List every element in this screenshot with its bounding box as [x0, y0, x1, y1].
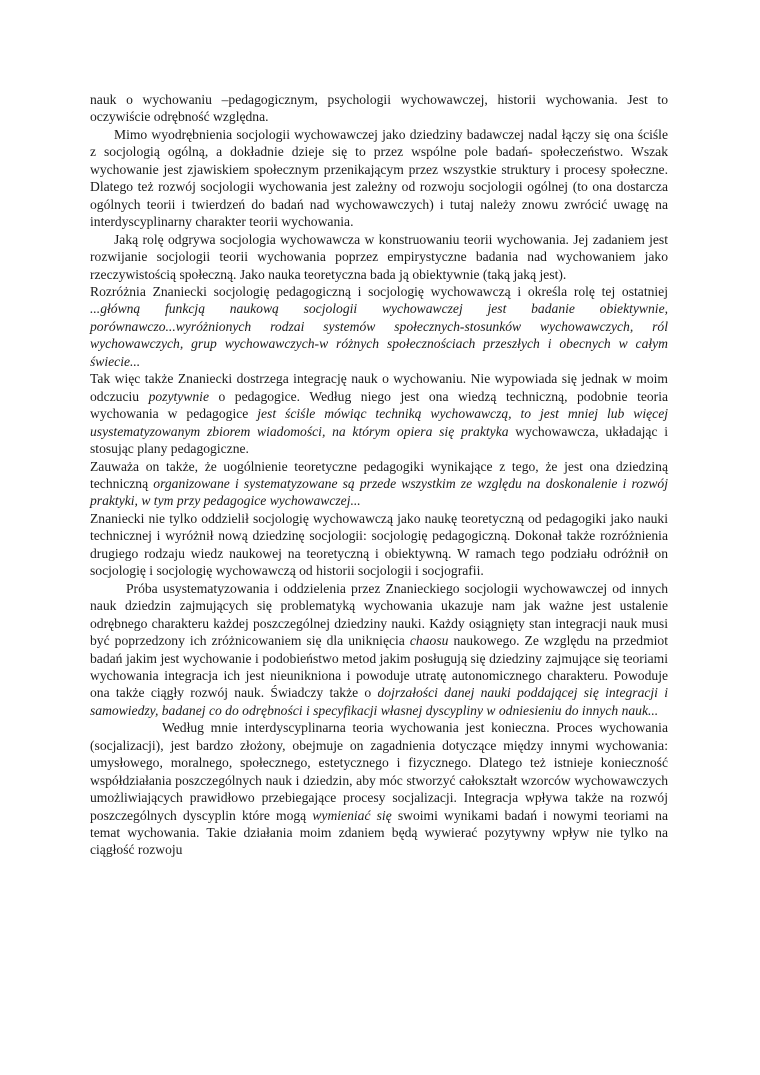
- document-body: [90, 91, 668, 859]
- paragraph: [90, 231, 668, 283]
- paragraph: [90, 458, 668, 510]
- paragraph: [90, 91, 668, 126]
- italic-text-run: wymieniać się: [312, 807, 392, 823]
- text-run: nauk o wychowaniu –pedagogicznym, psychologii wychowawczej, historii wychowania. Jest to oczywiście odrębność względna.: [90, 92, 668, 125]
- italic-text-run: dojrzałości danej nauki poddającej się integracji i samowiedzy, badanej co do odrębności i specyfikacji własnej dyscypliny w odniesieniu do innych nauk...: [90, 685, 668, 718]
- paragraph: [90, 580, 668, 720]
- text-run: Znaniecki nie tylko oddzielił socjologię wychowawczą jako naukę teoretyczną od pedagogiki jako nauki technicznej i wyróżnił nową dziedzinę socjologii: socjologię pedagogiczną. Dokonał także rozróżnienia drugiego rodzaju wiedz naukowej na teoretyczną i obiektywną. W ramach tego podziału odróżnił on socjologię i socjologię wychowawczą od historii socjologii i socjografii.: [90, 510, 668, 579]
- italic-text-run: jest ściśle mówiąc techniką wychowawczą, to jest mniej lub więcej usystematyzowanym zbiorem wiadomości, na którym opiera się praktyka: [90, 406, 669, 439]
- paragraph: [90, 283, 668, 370]
- paragraph: [90, 510, 668, 580]
- text-run: wychowawcza, układając i stosując plany pedagogiczne.: [90, 423, 668, 457]
- italic-text-run: organizowane i systematyzowane są przede wszystkim ze względu na doskonalenie i rozwój praktyki, w tym przy pedagogice wychowawczej...: [90, 475, 669, 509]
- paragraph: [90, 370, 668, 457]
- paragraph: [90, 719, 668, 859]
- text-run: Próba usystematyzowania i oddzielenia przez Znanieckiego socjologii wychowawczej od innych nauk dziedzin zajmujących się problematyką wychowania ukazuje nam jak ważne jest ustalenie odrębnego charakteru każdej poszczególnej dziedziny nauki. Każdy osiągnięty stan integracji nauk musi być poprzedzony ich zróżnicowaniem się dla uniknięcia: [90, 580, 668, 649]
- text-run: Mimo wyodrębnienia socjologii wychowawczej jako dziedziny badawczej nadal łączy się ona ściśle z socjologią ogólną, a dokładnie dzieje się to przez wspólne pole badań- społeczeństwo. Wszak wychowanie jest zjawiskiem społecznym przenikającym przez wszystkie struktury i procesy społeczne. Dlatego też rozwój socjologii wychowania jest zależny od rozwoju socjologii ogólnej (to ona dostarcza ogólnych teorii i twierdzeń do badań nad wychowawczych) i tutaj należy znowu zwrócić uwagę na interdyscyplinarny charakter teorii wychowania.: [90, 126, 668, 230]
- text-run: Rozróżnia Znaniecki socjologię pedagogiczną i socjologię wychowawczą i określa rolę tej ostatniej: [90, 283, 668, 299]
- text-run: Tak więc także Znaniecki dostrzega integrację nauk o wychowaniu. Nie wypowiada się jednak w moim odczuciu: [90, 371, 668, 404]
- italic-text-run: ...główną funkcją naukową socjologii wychowawczej jest badanie obiektywnie, porównawczo...wyróżnionych rodzai systemów społecznych-stosunków wychowawczych, ról wychowawczych, grup wychowawczych-w różnych społecznościach przeszłych i obecnych w całym świecie...: [90, 301, 668, 369]
- text-run: naukowego. Ze względu na przedmiot badań jakim jest wychowanie i podobieństwo metod jakim posługują się dziedziny zajmujące się teoriami wychowania integracja ich jest nieunikniona i powoduje utratę autonomicznego charakteru. Powoduje ona także ciągły rozwój nauk. Świadczy także o: [90, 633, 669, 701]
- paragraph: [90, 126, 668, 231]
- text-run: Według mnie interdyscyplinarna teoria wychowania jest konieczna. Proces wychowania (socjalizacji), jest bardzo złożony, obejmuje on zagadnienia dotyczące między innymi wychowania: umysłowego, moralnego, społecznego, estetycznego i fizycznego. Dlatego też istnieje konieczność współdziałania poszczególnych nauk i dziedzin, aby móc stworzyć całokształt wzorców wychowawczych umożliwiających prawidłowo przebiegające procesy socjalizacji. Integracja wpływa także na rozwój poszczególnych dyscyplin które mogą: [90, 720, 668, 823]
- text-run: o pedagogice. Według niego jest ona wiedzą techniczną, podobnie teoria wychowania w pedagogice: [90, 388, 669, 422]
- text-run: Zauważa on także, że uogólnienie teoretyczne pedagogiki wynikające z tego, że jest ona dziedziną techniczną: [90, 458, 668, 491]
- text-run: swoimi wynikami badań i nowymi teoriami na temat wychowania. Takie działania moim zdaniem będą wywierać pozytywny wpływ nie tylko na ciągłość rozwoju: [90, 807, 668, 858]
- italic-text-run: pozytywnie: [148, 388, 209, 404]
- text-run: Jaką rolę odgrywa socjologia wychowawcza w konstruowaniu teorii wychowania. Jej zadaniem jest rozwijanie socjologii teorii wychowania poprzez empirystyczne badania nad wychowaniem jako rzeczywistością społeczną. Jako nauka teoretyczna bada ją obiektywnie (taką jaką jest).: [90, 231, 668, 282]
- italic-text-run: chaosu: [409, 633, 449, 649]
